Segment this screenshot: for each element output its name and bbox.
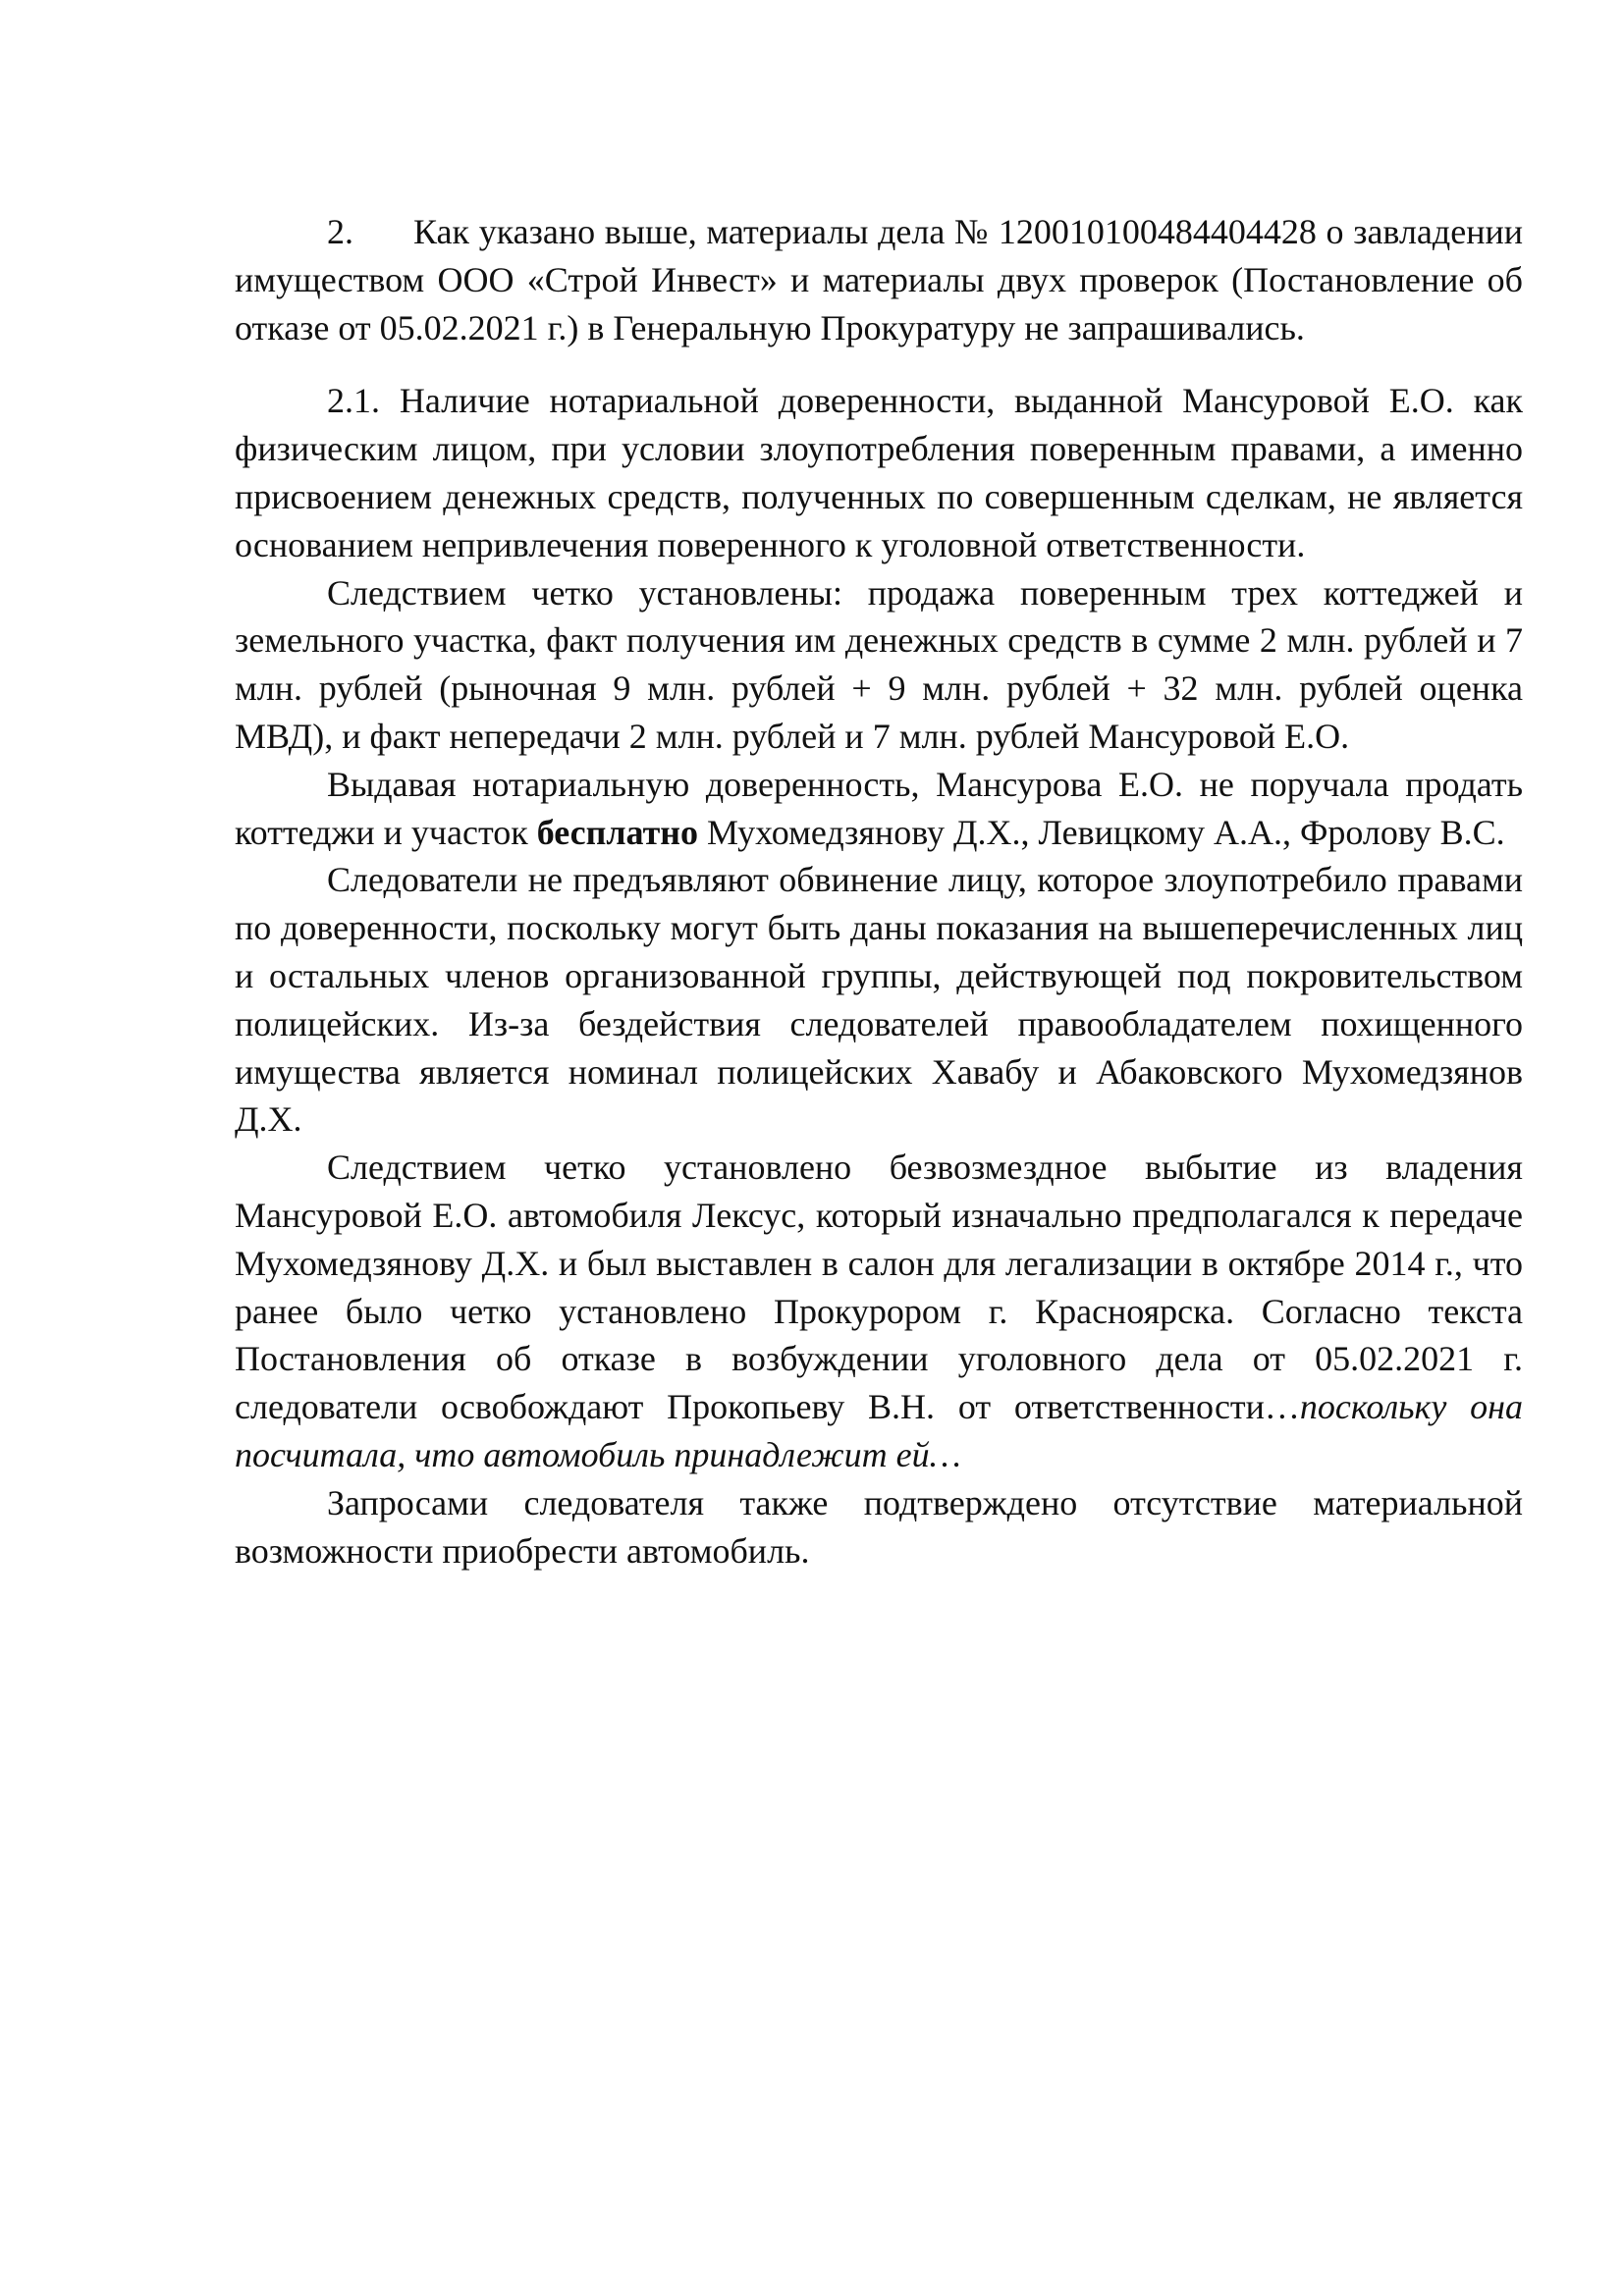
- paragraph-established-facts: [235, 569, 1523, 761]
- paragraph-requests: [235, 1479, 1523, 1575]
- section-2-text: Как указано выше, материалы дела № 12001010048440442​8 о завладении имуществом ООО «Строй Инвест» и материалы двух проверок (Постановление об отказе от 05.02.2021 г.) в Генеральную Прокуратуру не запрашивались.: [235, 212, 1523, 347]
- document-body: [235, 208, 1523, 1575]
- lexus-text: Следствием четко установлено безвозмездное выбытие из владения Мансуровой Е.О. автомобиля Лексус, который изначально предполагался к передаче Мухомедзянову Д.Х. и был выставлен в салон для легализации в октябре 2014 г., что ранее было четко установлено Прокурором г. Красноярска. Согласно текста Постановления об отказе в возбуждении уголовного дела от 05.02.2021 г. следователи освобождают Прокопьеву В.Н. от ответственности…: [235, 1148, 1523, 1427]
- paragraph-section-2: [235, 208, 1523, 351]
- power-of-attorney-text-after: Мухомедзянову Д.Х., Левицкому А.А., Фролову В.С.: [698, 812, 1505, 852]
- section-number: 2.: [327, 212, 353, 251]
- paragraph-section-2-1: [235, 377, 1523, 568]
- paragraph-power-of-attorney: [235, 761, 1523, 857]
- investigators-text: Следователи не предъявляют обвинение лицу, которое злоупотребило правами по доверенности, поскольку могут быть даны показания на вышеперечисленных лиц и остальных членов организованной группы, действующей под покровительством полицейских. Из-за бездействия следователей правообладателем похищенного имущества является номинал полицейских Хавабу и Абаковского Мухомедзянов Д.Х.: [235, 860, 1523, 1140]
- lexus-italic-quote: поскольку она посчитала, что автомобиль принадлежит ей…: [235, 1387, 1523, 1474]
- power-of-attorney-text-before: Выдавая нотариальную доверенность, Мансурова Е.О. не поручала продать коттеджи и участок: [235, 764, 1523, 852]
- established-facts-text: Следствием четко установлены: продажа поверенным трех коттеджей и земельного участка, факт получения им денежных средств в сумме 2 млн. рублей и 7 млн. рублей (рыночная 9 млн. рублей + 9 млн. рублей + 32 млн. рублей оценка МВД), и факт непередачи 2 млн. рублей и 7 млн. рублей Мансуровой Е.О.: [235, 572, 1523, 756]
- requests-text: Запросами следователя также подтверждено отсутствие материальной возможности приобрести автомобиль.: [235, 1482, 1523, 1571]
- paragraph-lexus: [235, 1144, 1523, 1479]
- section-2-1-text: 2.1. Наличие нотариальной доверенности, выданной Мансуровой Е.О. как физическим лицом, при условии злоупотребления поверенным правами, а именно присвоением денежных средств, полученных по совершенным сделкам, не является основанием непривлечения поверенного к уголовной ответственности.: [235, 381, 1523, 564]
- power-of-attorney-bold-word: бесплатно: [536, 812, 699, 852]
- paragraph-investigators: [235, 856, 1523, 1144]
